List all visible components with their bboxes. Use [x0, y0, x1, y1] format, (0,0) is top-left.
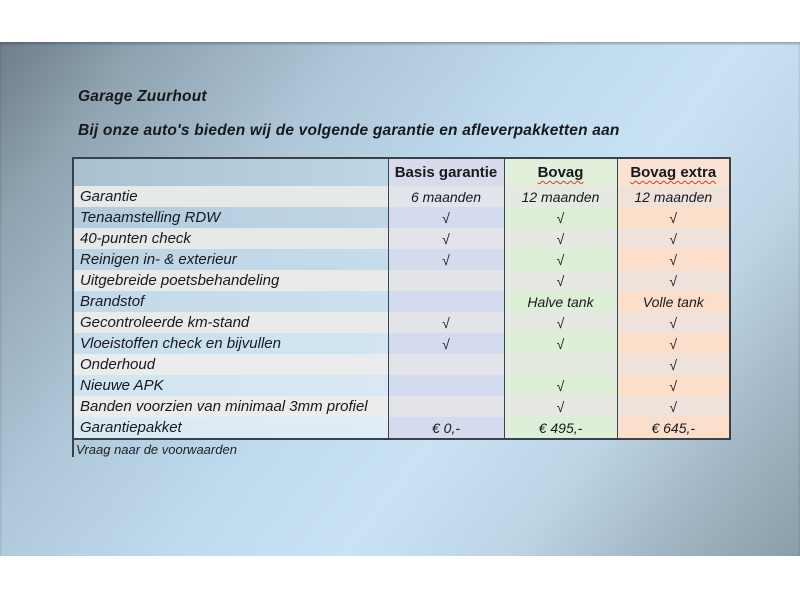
table-row — [73, 207, 730, 228]
cell-bovag-extra: € 645,- — [617, 417, 730, 439]
cell-basis-garantie: € 0,- — [388, 417, 504, 439]
column-header-label: Bovag — [537, 164, 584, 181]
cell-bovag-check-mark: √ — [504, 396, 617, 417]
cell-bovag: 12 maanden — [504, 186, 617, 207]
table-row — [73, 312, 730, 333]
cell-bovag-extra-check-mark: √ — [617, 228, 730, 249]
cell-bovag-extra: Volle tank — [617, 291, 730, 312]
row-label: Tenaamstelling RDW — [73, 207, 388, 228]
row-label: Brandstof — [73, 291, 388, 312]
row-label: Uitgebreide poetsbehandeling — [73, 270, 388, 291]
cell-bovag-check-mark: √ — [504, 333, 617, 354]
cell-bovag-check-mark: √ — [504, 228, 617, 249]
cell-basis-garantie — [388, 291, 504, 312]
cell-bovag-extra-check-mark: √ — [617, 270, 730, 291]
cell-bovag-extra-check-mark: √ — [617, 396, 730, 417]
page-subtitle: Bij onze auto's bieden wij de volgende garantie en afleverpakketten aan — [78, 122, 620, 139]
cell-bovag-extra-check-mark: √ — [617, 375, 730, 396]
row-label: Garantie — [73, 186, 388, 207]
page-title: Garage Zuurhout — [78, 88, 207, 105]
cell-bovag-extra: 12 maanden — [617, 186, 730, 207]
row-label: Gecontroleerde km-stand — [73, 312, 388, 333]
table-header-row — [73, 158, 730, 186]
column-header-basis-garantie — [388, 158, 504, 186]
column-header-label: Bovag extra — [630, 164, 717, 181]
cell-bovag-check-mark: √ — [504, 375, 617, 396]
cell-basis-garantie — [388, 354, 504, 375]
table-left-border-tick — [72, 440, 74, 457]
column-header-bovag — [504, 158, 617, 186]
cell-basis-garantie-check-mark: √ — [388, 249, 504, 270]
column-header-bovag-extra — [617, 158, 730, 186]
cell-basis-garantie-check-mark: √ — [388, 333, 504, 354]
cell-bovag-extra-check-mark: √ — [617, 312, 730, 333]
table-row — [73, 354, 730, 375]
footnote: Vraag naar de voorwaarden — [76, 442, 237, 457]
table-row — [73, 396, 730, 417]
cell-bovag-check-mark: √ — [504, 312, 617, 333]
table-row — [73, 249, 730, 270]
cell-bovag-extra-check-mark: √ — [617, 207, 730, 228]
cell-bovag: € 495,- — [504, 417, 617, 439]
table-row — [73, 270, 730, 291]
column-header-label: Basis garantie — [394, 164, 498, 181]
cell-bovag — [504, 354, 617, 375]
cell-bovag-check-mark: √ — [504, 270, 617, 291]
row-label: 40-punten check — [73, 228, 388, 249]
cell-bovag-extra-check-mark: √ — [617, 354, 730, 375]
row-label: Vloeistoffen check en bijvullen — [73, 333, 388, 354]
cell-basis-garantie — [388, 270, 504, 291]
cell-basis-garantie: 6 maanden — [388, 186, 504, 207]
warranty-packages-table — [72, 157, 731, 440]
row-label: Nieuwe APK — [73, 375, 388, 396]
table-row — [73, 375, 730, 396]
cell-basis-garantie-check-mark: √ — [388, 207, 504, 228]
row-label: Onderhoud — [73, 354, 388, 375]
table-row — [73, 228, 730, 249]
cell-bovag-check-mark: √ — [504, 249, 617, 270]
cell-basis-garantie — [388, 396, 504, 417]
table-row — [73, 186, 730, 207]
row-label: Garantiepakket — [73, 417, 388, 439]
column-header-row-label — [73, 158, 388, 186]
cell-basis-garantie-check-mark: √ — [388, 228, 504, 249]
table-row — [73, 291, 730, 312]
row-label: Reinigen in- & exterieur — [73, 249, 388, 270]
table-row — [73, 333, 730, 354]
row-label: Banden voorzien van minimaal 3mm profiel — [73, 396, 388, 417]
cell-bovag-extra-check-mark: √ — [617, 249, 730, 270]
table-row — [73, 417, 730, 439]
cell-basis-garantie — [388, 375, 504, 396]
cell-bovag-extra-check-mark: √ — [617, 333, 730, 354]
cell-bovag: Halve tank — [504, 291, 617, 312]
cell-basis-garantie-check-mark: √ — [388, 312, 504, 333]
cell-bovag-check-mark: √ — [504, 207, 617, 228]
